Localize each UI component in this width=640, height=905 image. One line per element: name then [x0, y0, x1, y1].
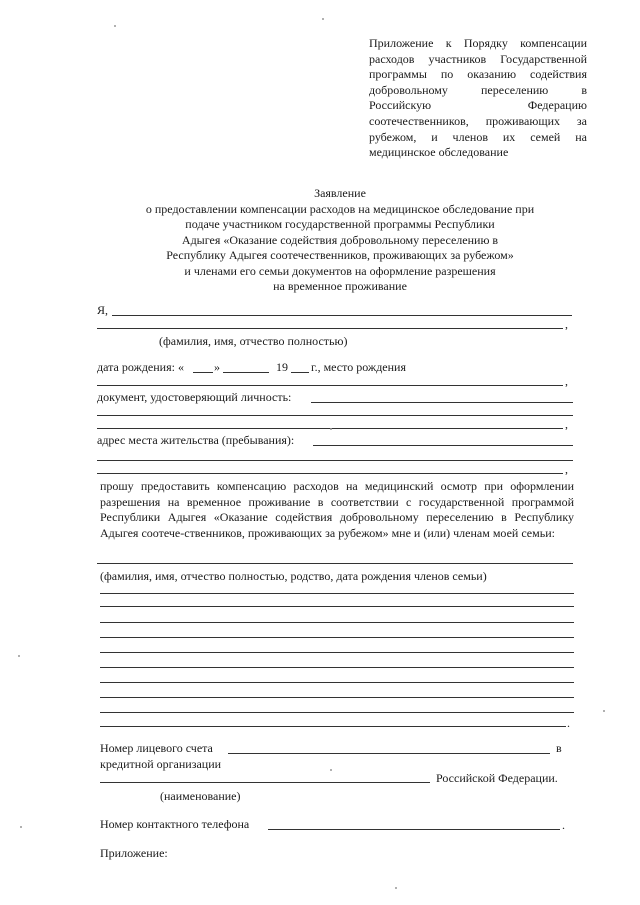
address-label: адрес места жительства (пребывания): [97, 433, 295, 447]
scan-speck [18, 655, 20, 657]
family-entry-line[interactable] [100, 726, 566, 727]
statement-subtitle-line: о предоставлении компенсации расходов на медицинское обследование при [145, 201, 535, 216]
scan-speck [603, 710, 605, 712]
birth-date-prefix: дата рождения: « [97, 360, 184, 374]
family-caption: (фамилия, имя, отчество полностью, родство, дата рождения членов семьи) [100, 569, 487, 583]
family-entry-line[interactable] [100, 667, 574, 668]
birth-date-mid: » [214, 360, 220, 374]
family-entry-line[interactable] [100, 712, 574, 713]
statement-subtitle-line: подаче участником государственной программы Республики [185, 217, 495, 231]
family-entry-line[interactable] [100, 652, 574, 653]
attachment-label: Приложение: [100, 846, 168, 860]
birth-year-field[interactable] [291, 372, 309, 373]
address-field-line-2[interactable] [97, 460, 573, 461]
family-field-line[interactable] [97, 563, 573, 564]
phone-label: Номер контактного телефона [100, 817, 250, 831]
phone-field[interactable] [268, 829, 560, 830]
family-entry-line[interactable] [100, 606, 574, 607]
fio-field-line[interactable] [112, 315, 572, 316]
i-label: Я, [97, 303, 109, 317]
appendix-note: Приложение к Порядку компенсации расходов участников Государственной программы по оказанию содействия добровольному переселению в Российскую Федерацию соотечественников, проживающих за рубежом, и членов их семей на медицинское обследование [369, 36, 587, 160]
country-label: Российской Федерации. [436, 771, 558, 785]
credit-org-label: кредитной организации [100, 757, 222, 771]
scan-speck [114, 25, 116, 27]
comma-mark: , [565, 462, 568, 476]
family-entry-line[interactable] [100, 593, 574, 594]
fio-field-line-2[interactable] [97, 328, 563, 329]
request-paragraph: прошу предоставить компенсацию расходов на медицинский осмотр при оформлении разрешения на временное проживание в соответствии с государственной программой Республики Адыгея «Оказание содействия добровольному переселению в Республику Адыгея соотече-ственников, проживающих за рубежом» мне и (или) членам моей семьи: [100, 479, 574, 540]
account-label: Номер лицевого счета [100, 741, 213, 755]
document-field-line[interactable] [311, 402, 573, 403]
fio-caption: (фамилия, имя, отчество полностью) [159, 334, 348, 348]
address-field-line-3[interactable] [97, 473, 563, 474]
statement-title [90, 186, 590, 295]
statement-subtitle-line: Республику Адыгея соотечественников, проживающих за рубежом» [166, 248, 514, 262]
scan-speck [20, 826, 22, 828]
scan-speck [330, 428, 332, 430]
credit-org-field[interactable] [100, 782, 430, 783]
family-entry-line[interactable] [100, 622, 574, 623]
document-label: документ, удостоверяющий личность: [97, 390, 292, 404]
family-entry-line[interactable] [100, 697, 574, 698]
address-field-line[interactable] [313, 445, 573, 446]
statement-subtitle-line: на временное проживание [273, 279, 407, 293]
account-number-field[interactable] [228, 753, 550, 754]
birth-year-prefix: 19 [276, 360, 288, 374]
family-entry-line[interactable] [100, 637, 574, 638]
period-mark: . [562, 818, 565, 832]
statement-subtitle-line: и членами его семьи документов на оформление разрешения [184, 263, 496, 278]
comma-mark: , [565, 317, 568, 331]
birth-month-field[interactable] [223, 372, 269, 373]
birth-day-field[interactable] [193, 372, 213, 373]
scan-speck [322, 18, 324, 20]
comma-mark: , [565, 417, 568, 431]
name-caption: (наименование) [160, 789, 241, 803]
scan-speck [330, 769, 332, 771]
period-mark: . [567, 716, 570, 730]
family-entry-line[interactable] [100, 682, 574, 683]
birth-place-field[interactable] [97, 385, 563, 386]
birth-place-label: г., место рождения [311, 360, 406, 374]
account-suffix: в [556, 741, 562, 755]
comma-mark: , [565, 374, 568, 388]
statement-heading: Заявление [314, 186, 366, 200]
scan-speck [395, 887, 397, 889]
document-field-line-2[interactable] [97, 415, 573, 416]
statement-subtitle-line: Адыгея «Оказание содействия добровольному переселению в [181, 232, 499, 247]
